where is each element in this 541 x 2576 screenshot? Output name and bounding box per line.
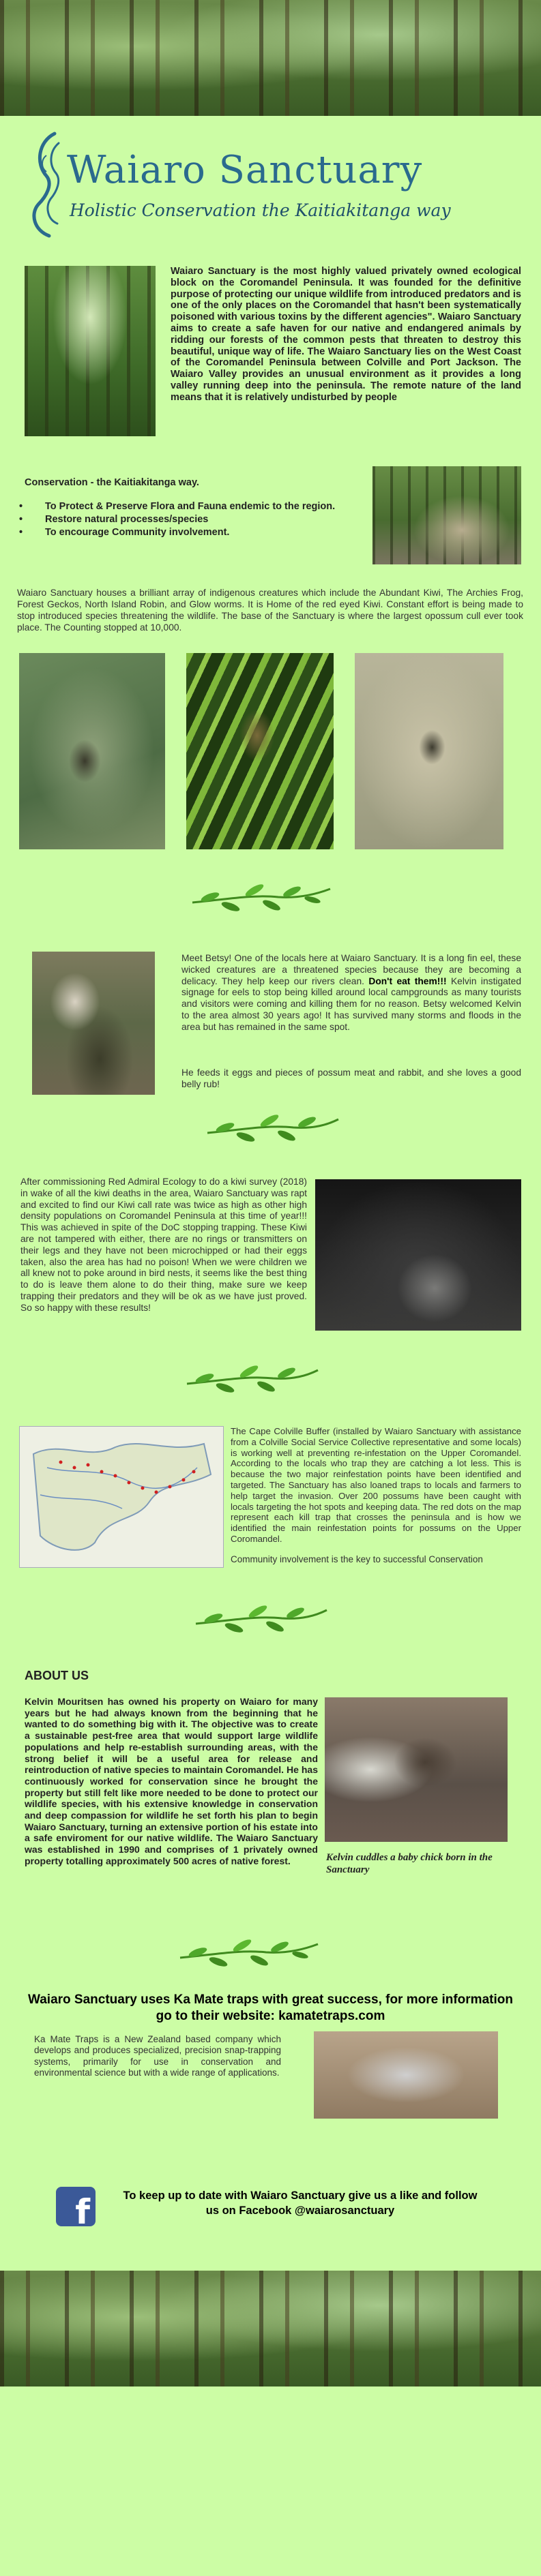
betsy-text [181, 953, 521, 1033]
kamate-text: Ka Mate Traps is a New Zealand based company which develops and produces specialized, precision snap-trapping systems, primarily for use in conservation and environmental science but with a wide range of applications. [34, 2034, 281, 2078]
conservation-heading: Conservation - the Kaitiakitanga way. [25, 477, 199, 488]
vine-divider-icon [193, 1601, 330, 1641]
betsy-text-feeding: He feeds it eggs and pieces of possum meat and rabbit, and she loves a good belly rub! [181, 1067, 521, 1089]
vine-divider-icon [190, 879, 333, 920]
facebook-icon-letter: f [75, 2192, 90, 2232]
buffer-note: Community involvement is the key to successful Conservation [231, 1554, 483, 1564]
kamate-trap-photo [314, 2031, 498, 2119]
betsy-text-end: Kelvin instigated signage for eels to stop being killed around local campgrounds as many tourists and visitors were coming and killing them for no reason. Betsy welcomed Kelvin to the area almost 30 years ago! It has survived many storms and floods in the area but has remained in the same spot. [181, 975, 521, 1032]
kiwi-chick-caption: Kelvin cuddles a baby chick born in the Sanctuary [326, 1852, 493, 1875]
kamate-website-link[interactable]: Waiaro Sanctuary uses Ka Mate traps with great success, for more information go to their website: kamatetraps.com [28, 1992, 513, 2023]
kiwi-in-stream-photo [19, 653, 165, 849]
forest-banner-bottom [0, 2271, 541, 2386]
frog-photo [186, 653, 334, 849]
stream-photo [372, 466, 521, 564]
conservation-goals-list [19, 500, 374, 539]
goal-item: • Restore natural processes/species [19, 513, 374, 526]
forest-photo-intro [25, 266, 156, 436]
site-subtitle: Holistic Conservation the Kaitiakitanga way [70, 200, 451, 220]
betsy-text-start: Meet Betsy! One of the locals here at Waiaro Sanctuary. It is a long fin eel, these wicked creatures are a threatened species because they are becoming a delicacy. They help keep our rivers clean. [181, 953, 521, 986]
facebook-icon[interactable] [56, 2187, 96, 2232]
kiwi-survey-text: After commissioning Red Admiral Ecology to do a kiwi survey (2018) in wake of all the kiwi deaths in the area, Waiaro Sanctuary was rapt and excited to find our Kiwi call rate was twice as high as other high density populations on Coromandel Peninsula at this time of year!!! This was achieved in spite of the DoC stopping trapping. These Kiwi are not tampered with either, there are no rings or transmitters on their legs and they have not been microchipped or had their eggs taken, also the area has had no poison! When we were children we all knew not to poke around in bird nests, it seems like the best thing to do is leave them alone to do their thing, make sure we keep trapping their predators and they will be ok as we have just proved. So so happy with these results! [20, 1177, 307, 1313]
buffer-text: The Cape Colville Buffer (installed by Waiaro Sanctuary with assistance from a Colville Social Service Collective representative and some locals) is working well at preventing re-infestation on the Upper Coromandel. According to the locals who trap they are catching a lot less. This is because the two major reinfestation points have been identified and targeted. The Sanctuary has also loaned traps to locals and farmers to help target the invasion. Over 200 possums have been caught with locals targeting the hot spots and keeping data. The red dots on the map represent each kill trap that crosses the peninsula and is how we identified the main reinfestation points for possums on the Upper Coromandel. [231, 1426, 521, 1544]
about-heading: ABOUT US [25, 1669, 89, 1682]
robin-photo [355, 653, 503, 849]
kiwi-night-camera-photo [315, 1179, 521, 1331]
facebook-follow-link[interactable]: To keep up to date with Waiaro Sanctuary give us a like and follow us on Facebook @waiarosanctuary [123, 2189, 478, 2217]
map-drawing-icon [20, 1427, 223, 1567]
betsy-text-emphasis: Don't eat them!!! [368, 975, 447, 986]
goal-item: • To encourage Community involvement. [19, 526, 374, 539]
forest-banner-top [0, 0, 541, 116]
site-title: Waiaro Sanctuary [67, 148, 423, 192]
intro-text: Waiaro Sanctuary is the most highly valued privately owned ecological block on the Coromandel Peninsula. It was founded for the definitive purpose of protecting our unique wildlife from introduced predators and is one of the only places on the Coromandel that hasn't been systematically poisoned with various toxins by the different agencies". Waiaro Sanctuary aims to create a safe haven for our native and endangered animals by ridding our forests of the common pests that threaten to destroy this beautiful, unique way of life. The Waiaro Sanctuary lies on the West Coast of the Coromandel Peninsula between Colville and Port Jackson. The Waiaro Valley provides an unusual environment as it provides a long valley running deep into the peninsula. The remote nature of the land means that it is relatively undisturbed by people [171, 266, 521, 403]
betsy-eel-photo [32, 952, 155, 1095]
buffer-map-image [19, 1426, 224, 1568]
about-text: Kelvin Mouritsen has owned his property on Waiaro for many years but he had always known from the beginning that he wanted to do something big with it. The objective was to create a sustainable pest-free area that would support large wildlife populations and help re-establish surrounding areas, with the strong belief it will be a useful area for release and reintroduction of native species to maintain Coromandel. He has continuously worked for conservation since he brought the property but still felt like more needed to be done to protect our wildlife species, with his extensive knowledge in conservation and deep compassion for wildlife he set forth his plan to begin Waiaro Sanctuary, turning an extensive portion of his estate into a safe enviroment for our native wildlife. The Waiaro Sanctuary was established in 1990 and comprises of 1 privately owned property totalling approximately 500 acres of native forest. [25, 1696, 318, 1866]
vine-divider-icon [184, 1361, 321, 1401]
creatures-text: Waiaro Sanctuary houses a brilliant array of indigenous creatures which include the Abundant Kiwi, The Archies Frog, Forest Geckos, North Island Robin, and Glow worms. It is Home of the red eyed Kiwi. Constant effort is being made to stop introduced species threatening the wildlife. The base of the Sanctuary is where the largest opossum cull ever took place. The Counting stopped at 10,000. [17, 588, 523, 633]
goal-item: • To Protect & Preserve Flora and Fauna endemic to the region. [19, 500, 374, 513]
vine-divider-icon [205, 1110, 341, 1151]
vine-divider-icon [177, 1935, 321, 1975]
kiwi-chick-photo [325, 1697, 508, 1842]
